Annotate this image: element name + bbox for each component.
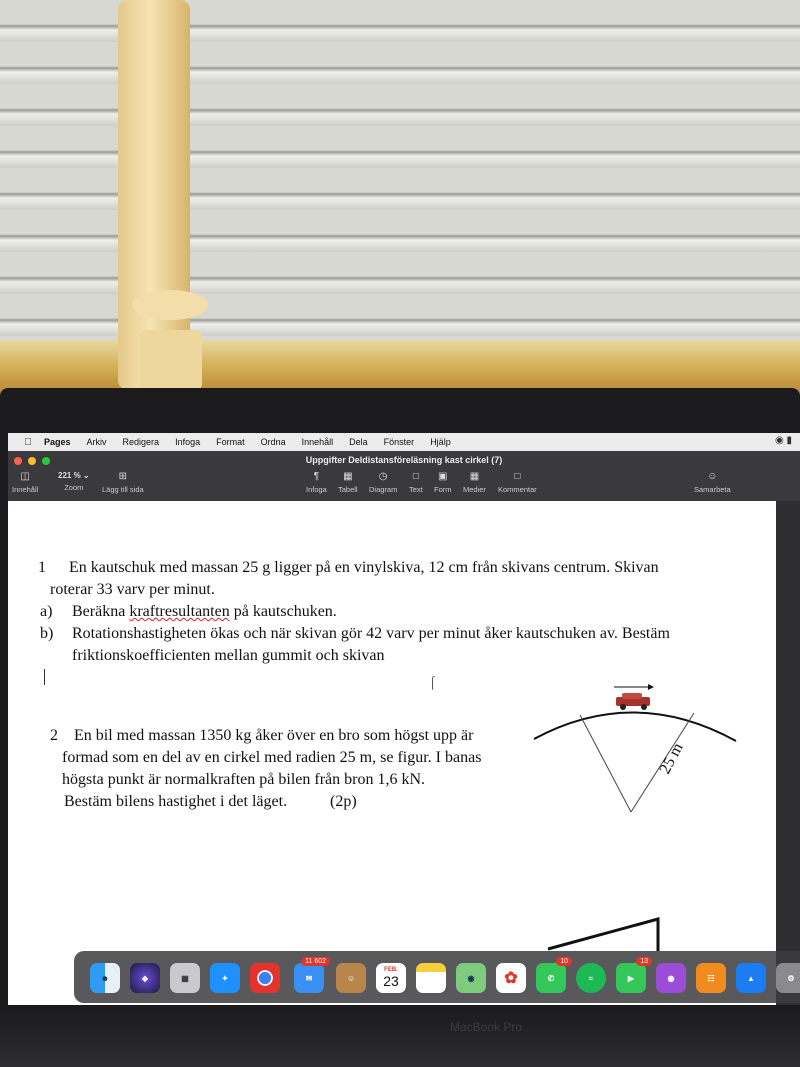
calendar-month: FEB. <box>384 967 398 973</box>
q2-line2: formad som en del av en cirkel med radien 25 m, se figur. I banas <box>62 749 482 766</box>
menu-bar <box>8 433 800 451</box>
facetime-icon[interactable]: ▶ 13 <box>616 963 646 993</box>
menu-pages[interactable]: Pages <box>44 437 71 447</box>
play-icon[interactable]: ◉ ▮ <box>774 435 792 446</box>
bridge-figure <box>528 679 768 879</box>
toolbar-infoga-label: Infoga <box>306 485 327 494</box>
messages-icon[interactable]: ✆ 10 <box>536 963 566 993</box>
mail-badge: 11 602 <box>301 957 330 966</box>
sidebar-icon: ◫ <box>20 471 30 482</box>
menu-fonster[interactable]: Fönster <box>383 437 415 447</box>
q1-b-line2: friktionskoefficienten mellan gummit och skivan <box>72 647 385 664</box>
dock <box>74 951 800 1003</box>
safari-icon[interactable]: ✦ <box>210 963 240 993</box>
photos-icon[interactable]: ✿ <box>496 963 526 993</box>
toolbar-infoga[interactable] <box>306 471 327 494</box>
q1-line2: roterar 33 varv per minut. <box>50 581 215 598</box>
calendar-day: 23 <box>383 973 399 989</box>
chart-icon: ◷ <box>378 471 388 482</box>
q2-line3: högsta punkt är normalkraften på bilen från bron 1,6 kN. <box>62 771 426 788</box>
apple-icon[interactable] <box>18 437 38 448</box>
toolbar-form-label: Form <box>434 485 452 494</box>
menu-dela[interactable]: Dela <box>349 437 368 447</box>
notes-icon[interactable] <box>416 963 446 993</box>
car-icon <box>616 693 650 710</box>
maps-icon[interactable]: ◉ <box>456 963 486 993</box>
toolbar-diagram-label: Diagram <box>369 485 398 494</box>
siri-icon[interactable]: ◈ <box>130 963 160 993</box>
window-toolbar <box>8 451 800 501</box>
document-page[interactable] <box>8 501 776 1005</box>
launchpad-icon[interactable]: ▦ <box>170 963 200 993</box>
toolbar-innehall[interactable] <box>12 471 38 494</box>
menu-redigera[interactable]: Redigera <box>122 437 160 447</box>
finder-icon[interactable]: ☻ <box>90 963 120 993</box>
contacts-icon[interactable]: ☺ <box>336 963 366 993</box>
toolbar-medier[interactable] <box>463 471 486 494</box>
q1-a-spellcheck-word[interactable]: kraftresultanten <box>129 603 230 620</box>
q2-points: (2p) <box>330 793 357 810</box>
podcasts-icon[interactable]: ◉ <box>656 963 686 993</box>
bridge-arc <box>534 712 736 741</box>
q1-a-text-pre: Beräkna <box>72 603 130 620</box>
textbox-icon: □ <box>412 471 419 482</box>
toolbar-form[interactable] <box>434 471 452 494</box>
bedpost-knob <box>132 290 208 320</box>
media-icon: ▦ <box>469 471 480 482</box>
toolbar-tabell[interactable] <box>338 471 358 494</box>
q1-a-text <box>72 603 337 621</box>
text-caret <box>44 669 45 685</box>
laptop-chin <box>0 1005 800 1067</box>
app-store-icon[interactable]: ▲ <box>736 963 766 993</box>
q1-b-line1: Rotationshastigheten ökas och när skivan gör 42 varv per minut åker kautschuken av. Bestäm <box>72 625 670 642</box>
ibeam-cursor-icon: ⌠ <box>429 675 437 689</box>
velocity-arrowhead <box>648 684 654 690</box>
q2-number: 2 <box>50 727 58 744</box>
toolbar-tabell-label: Tabell <box>338 485 358 494</box>
bedpost-base <box>140 330 202 390</box>
toolbar-samarbeta-label: Samarbeta <box>694 485 731 494</box>
toolbar-medier-label: Medier <box>463 485 486 494</box>
table-icon: ▦ <box>343 471 353 482</box>
document-canvas <box>8 501 800 1005</box>
facetime-badge: 13 <box>636 957 652 966</box>
add-page-icon: ⊞ <box>118 471 128 482</box>
toolbar-zoom[interactable] <box>58 471 90 492</box>
q2-line4: Bestäm bilens hastighet i det läget. <box>64 793 288 810</box>
shape-icon: ▣ <box>438 471 448 482</box>
toolbar-kommentar-label: Kommentar <box>498 485 537 494</box>
q1-number: 1 <box>38 559 46 576</box>
q1-line1: En kautschuk med massan 25 g ligger på en vinylskiva, 12 cm från skivans centrum. Skivan <box>69 559 659 576</box>
comment-icon: □ <box>514 471 521 482</box>
menu-ordna[interactable]: Ordna <box>260 437 286 447</box>
toolbar-text-label: Text <box>409 485 423 494</box>
room-background <box>0 0 800 400</box>
toolbar-innehall-label: Innehåll <box>12 485 39 494</box>
document-title: Uppgifter Deldistansföreläsning kast cirkel (7) <box>305 455 503 465</box>
toolbar-kommentar[interactable] <box>498 471 537 494</box>
q1-a-text-post: på kautschuken. <box>229 603 337 620</box>
radius-label: 25 m <box>656 740 687 777</box>
messages-badge: 10 <box>556 957 572 966</box>
toolbar-diagram[interactable] <box>369 471 397 494</box>
system-preferences-icon[interactable]: ⚙ <box>776 963 800 993</box>
toolbar-zoom-label: Zoom <box>64 483 84 492</box>
toolbar-add-page-label: Lägg till sida <box>102 485 144 494</box>
zoom-value: 221 % ⌄ <box>58 471 90 480</box>
collaborate-icon: ☺ <box>707 471 718 482</box>
q1-a-label: a) <box>40 603 53 620</box>
menu-innehall[interactable]: Innehåll <box>301 437 334 447</box>
format-sidebar-edge <box>776 501 800 1005</box>
toolbar-samarbeta[interactable] <box>694 471 731 494</box>
menu-infoga[interactable]: Infoga <box>175 437 201 447</box>
laptop-brand: MacBook Pro <box>450 1020 523 1034</box>
q2-line1: En bil med massan 1350 kg åker över en bro som högst upp är <box>74 727 474 744</box>
menu-arkiv[interactable]: Arkiv <box>86 437 107 447</box>
toolbar-add-page[interactable] <box>102 471 144 494</box>
spotify-icon[interactable]: ≈ <box>576 963 606 993</box>
mail-icon[interactable]: ✉ 11 602 <box>294 963 324 993</box>
menu-hjalp[interactable]: Hjälp <box>430 437 451 447</box>
chrome-icon[interactable] <box>250 963 280 993</box>
calendar-icon[interactable] <box>376 963 406 993</box>
books-icon[interactable]: ☷ <box>696 963 726 993</box>
radius-line-left <box>580 715 631 812</box>
pilcrow-icon: ¶ <box>313 471 320 482</box>
toolbar-text[interactable] <box>409 471 423 494</box>
menu-format[interactable]: Format <box>216 437 245 447</box>
zoom-value-text: 221 % <box>58 471 81 480</box>
screen <box>8 433 800 1005</box>
q1-b-label: b) <box>40 625 54 642</box>
